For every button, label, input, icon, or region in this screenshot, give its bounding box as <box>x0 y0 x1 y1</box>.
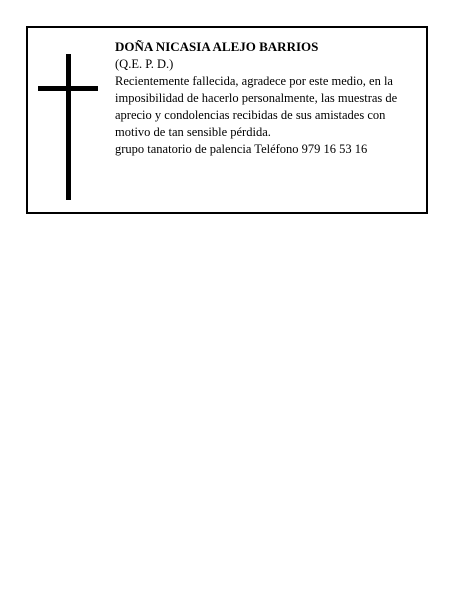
gratitude-message: Recientemente fallecida, agradece por este medio, en la imposibilidad de hacerlo personalmente, las muestras de aprecio y condolencias recibidas de sus amistades con motivo de tan sensible pérdida. <box>115 74 398 139</box>
latin-cross-icon <box>38 54 98 200</box>
funeral-home-contact: grupo tanatorio de palencia Teléfono 979 16 53 16 <box>115 142 368 156</box>
qepd-abbreviation: (Q.E. P. D.) <box>115 57 174 71</box>
cross-vertical-bar <box>66 54 71 200</box>
notice-text-block <box>115 38 423 158</box>
deceased-name: DOÑA NICASIA ALEJO BARRIOS <box>115 39 319 54</box>
cross-horizontal-bar <box>38 86 98 91</box>
obituary-notice <box>26 26 428 214</box>
